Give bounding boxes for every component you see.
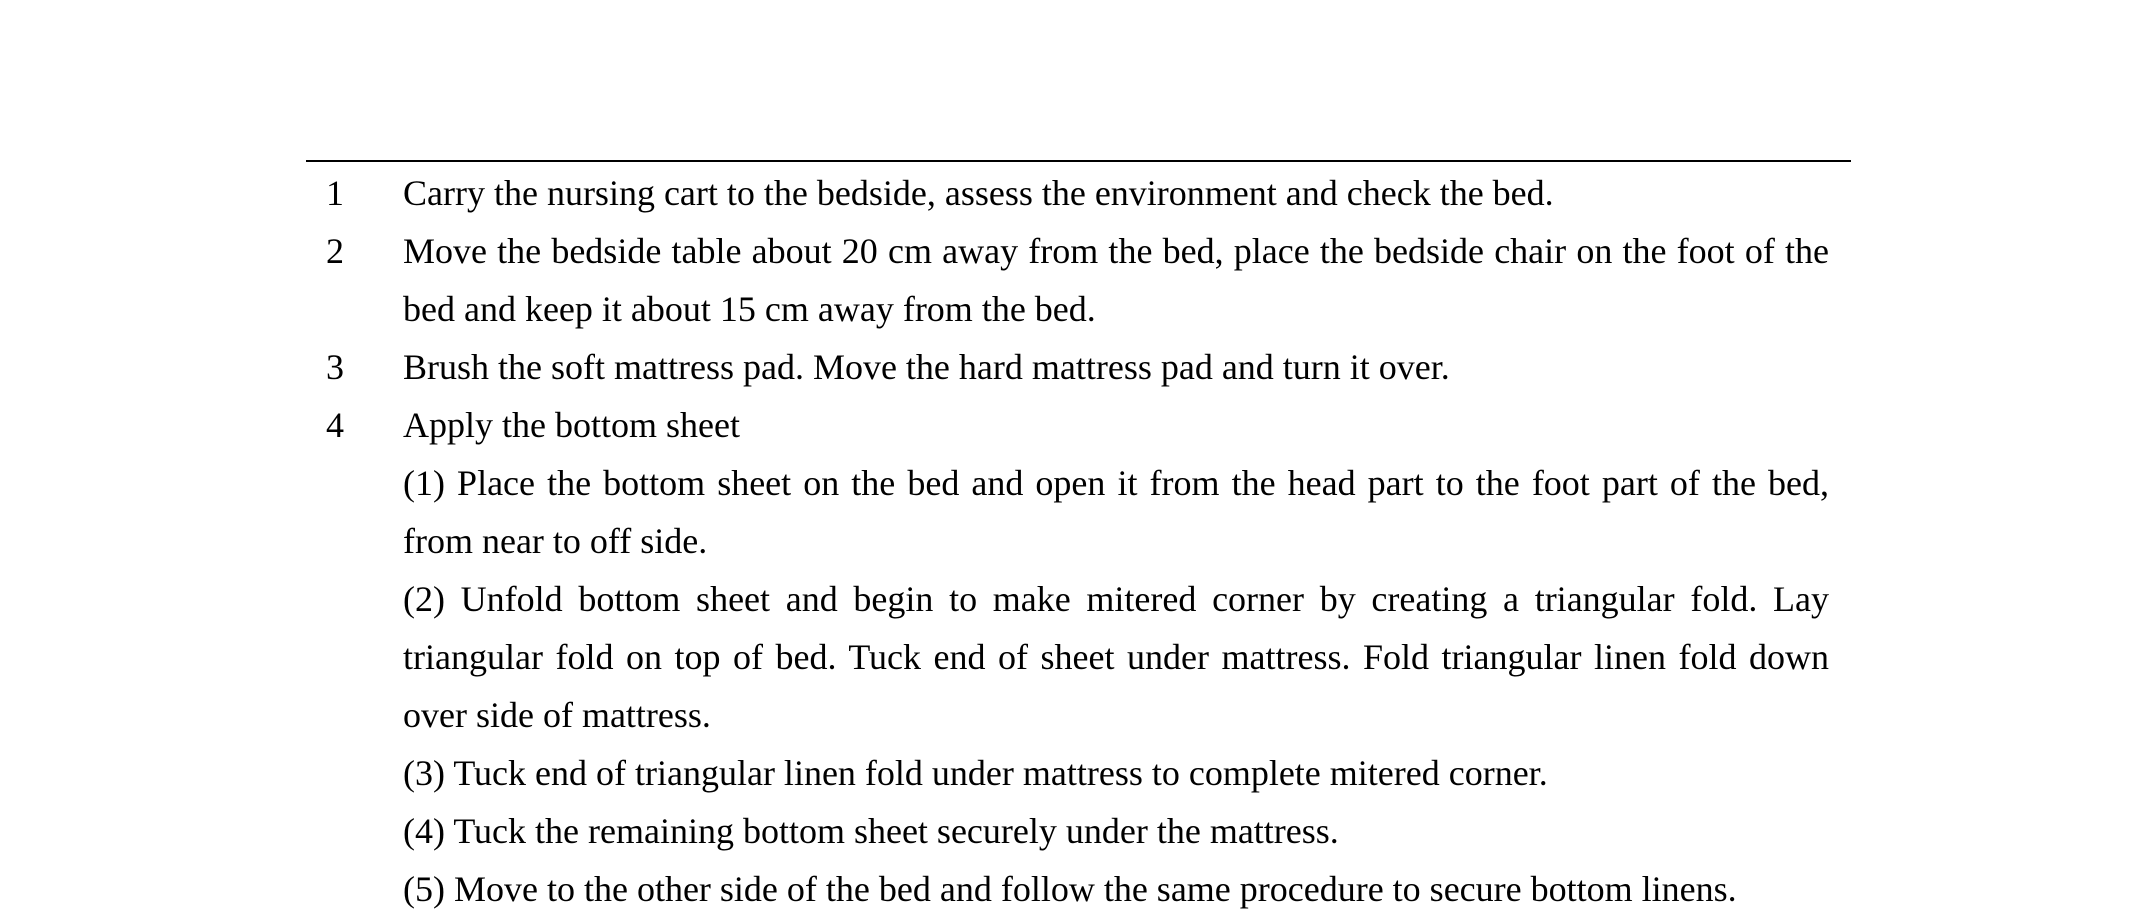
step-text: Carry the nursing cart to the bedside, assess the environment and check the bed. — [403, 173, 1554, 213]
step-row — [306, 164, 1851, 222]
substep-text: (1) Place the bottom sheet on the bed and open it from the head part to the foot part of the bed, from near to off side. — [403, 463, 1829, 561]
step-content — [403, 222, 1829, 338]
step-number: 1 — [326, 173, 344, 213]
step-content — [403, 396, 1829, 918]
step-text: Move the bedside table about 20 cm away from the bed, place the bedside chair on the foot of the bed and keep it about 15 cm away from the bed. — [403, 231, 1829, 329]
step-row — [306, 396, 1851, 918]
step-content — [403, 164, 1829, 222]
step-text: Apply the bottom sheet — [403, 405, 740, 445]
substep-text: (3) Tuck end of triangular linen fold under mattress to complete mitered corner. — [403, 753, 1548, 793]
substep-text: (5) Move to the other side of the bed and follow the same procedure to secure bottom linens. — [403, 869, 1737, 909]
substep-text: (2) Unfold bottom sheet and begin to make mitered corner by creating a triangular fold. Lay triangular fold on top of bed. Tuck end of sheet under mattress. Fold triangular linen fold down over side of mattress. — [403, 579, 1829, 735]
substep-text: (4) Tuck the remaining bottom sheet securely under the mattress. — [403, 811, 1339, 851]
step-content — [403, 338, 1829, 396]
step-number: 4 — [326, 405, 344, 445]
step-row — [306, 338, 1851, 396]
step-number: 2 — [326, 231, 344, 271]
step-text: Brush the soft mattress pad. Move the hard mattress pad and turn it over. — [403, 347, 1450, 387]
table-top-rule — [306, 160, 1851, 162]
step-row — [306, 222, 1851, 338]
procedure-steps — [306, 164, 1851, 918]
step-number: 3 — [326, 347, 344, 387]
